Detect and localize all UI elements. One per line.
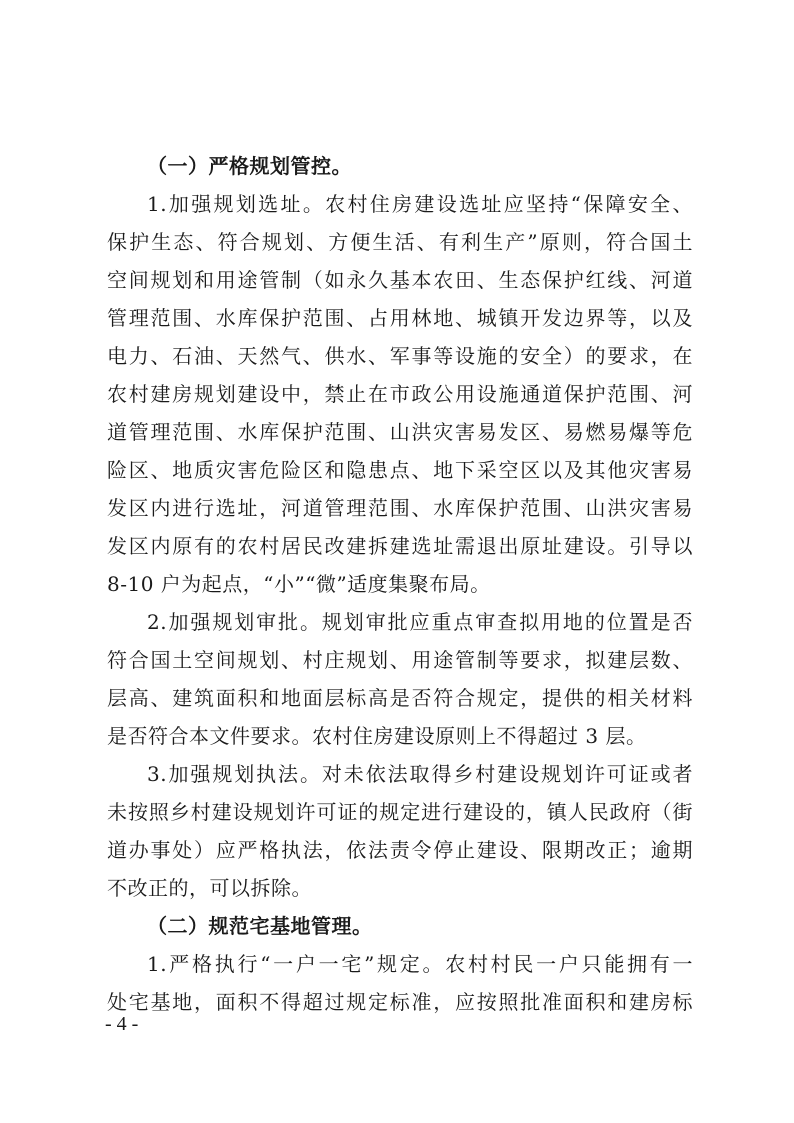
paragraph-line: 2.加强规划审批。规划审批应重点审查拟用地的位置是否	[147, 610, 693, 634]
paragraph-line: 道办事处）应严格执法，依法责令停止建设、限期改正；逾期	[107, 838, 693, 862]
paragraph-line: 道管理范围、水库保护范围、山洪灾害易发区、易燃易爆等危	[107, 420, 693, 444]
paragraph-2-1	[107, 945, 693, 1021]
paragraph-line: 符合国土空间规划、村庄规划、用途管制等要求，拟建层数、	[107, 648, 693, 672]
paragraph-line: 空间规划和用途管制（如永久基本农田、生态保护红线、河道	[107, 268, 693, 292]
paragraph-line: 农村建房规划建设中，禁止在市政公用设施通道保护范围、河	[107, 382, 693, 406]
paragraph-line: 8-10 户为起点，“小”“微”适度集聚布局。	[107, 572, 491, 596]
paragraph-line: 是否符合本文件要求。农村住房建设原则上不得超过 3 层。	[107, 724, 647, 748]
paragraph-1-2	[107, 603, 693, 755]
section-heading-1: （一）严格规划管控。	[147, 154, 352, 178]
paragraph-1-1	[107, 185, 693, 603]
paragraph-line: 险区、地质灾害危险区和隐患点、地下采空区以及其他灾害易	[107, 458, 693, 482]
paragraph-line: 电力、石油、天然气、供水、军事等设施的安全）的要求，在	[107, 344, 693, 368]
paragraph-line: 处宅基地，面积不得超过规定标准，应按照批准面积和建房标	[107, 990, 693, 1014]
section-heading-2: （二）规范宅基地管理。	[147, 914, 373, 938]
paragraph-line: 管理范围、水库保护范围、占用林地、城镇开发边界等，以及	[107, 306, 693, 330]
paragraph-line: 发区内原有的农村居民改建拆建选址需退出原址建设。引导以	[107, 534, 693, 558]
paragraph-1-3	[107, 755, 693, 907]
page-number: - 4 -	[105, 1013, 139, 1035]
paragraph-line: 3.加强规划执法。对未依法取得乡村建设规划许可证或者	[147, 762, 693, 786]
paragraph-line: 层高、建筑面积和地面层标高是否符合规定，提供的相关材料	[107, 686, 693, 710]
paragraph-line: 发区内进行选址，河道管理范围、水库保护范围、山洪灾害易	[107, 496, 693, 520]
paragraph-line: 1.加强规划选址。农村住房建设选址应坚持“保障安全、	[147, 192, 693, 216]
paragraph-line: 1.严格执行“一户一宅”规定。农村村民一户只能拥有一	[147, 952, 693, 976]
paragraph-line: 保护生态、符合规划、方便生活、有利生产”原则，符合国土	[107, 230, 693, 254]
paragraph-line: 不改正的，可以拆除。	[107, 876, 312, 900]
body-text	[107, 147, 693, 1021]
paragraph-line: 未按照乡村建设规划许可证的规定进行建设的，镇人民政府（街	[107, 800, 693, 824]
